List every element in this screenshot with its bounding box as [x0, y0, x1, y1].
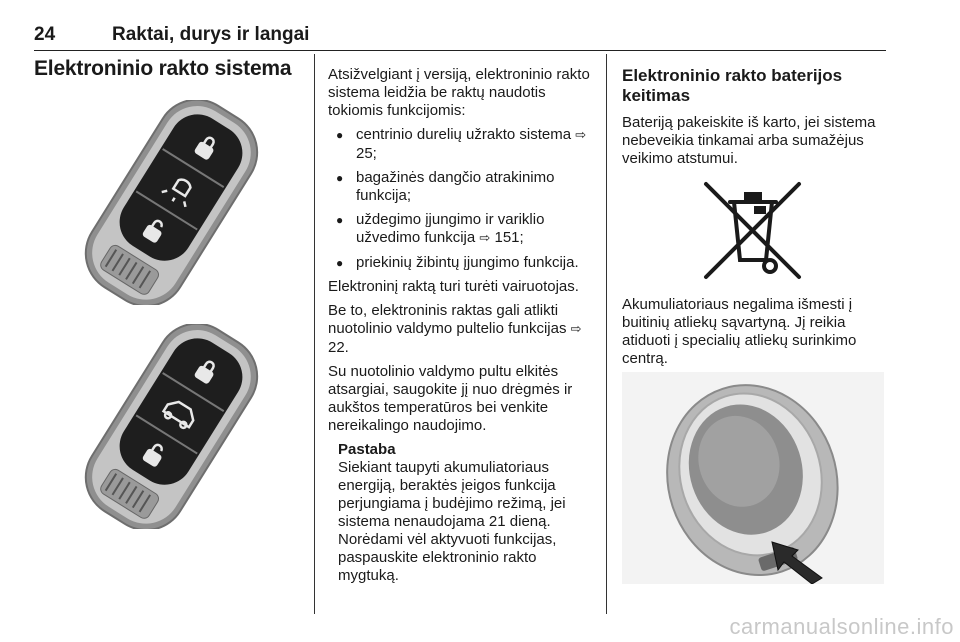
note-box: [328, 441, 596, 585]
section-heading-key-system: Elektroninio rakto sistema: [34, 57, 292, 80]
page-number: 24: [34, 24, 56, 45]
intro-paragraph: Atsižvelgiant į versiją, elektroninio rakto sistema leidžia be raktų naudotis tokiomis funkcijomis:: [328, 66, 590, 119]
list-item: [328, 126, 596, 163]
page-ref-arrow-icon: ⇨: [479, 231, 491, 246]
battery-cover-arrow-icon: [622, 372, 884, 584]
list-item: [328, 211, 596, 248]
care-paragraph: Su nuotolinio valdymo pultu elkitės atsargiai, saugokite jį nuo drėgmės ir aukštos temperatūros bei venkite nereikalingo naudojimo.: [328, 363, 573, 434]
column-middle: [328, 56, 596, 591]
section-heading-battery: Elektroninio rakto baterijos keitimas: [622, 66, 843, 105]
page-header: [34, 22, 886, 51]
column-divider-2: [606, 54, 607, 614]
list-item: [328, 254, 596, 272]
crossed-out-bin-icon: [700, 178, 805, 283]
page-ref: 22.: [328, 339, 349, 356]
list-item-text: bagažinės dangčio atrakinimo funkcija;: [356, 169, 555, 204]
list-item: [328, 169, 596, 205]
driver-key-paragraph: Elektroninį raktą turi turėti vairuotojas.: [328, 278, 579, 295]
list-item-text: uždegimo įjungimo ir variklio užvedimo funkcija: [356, 211, 545, 246]
list-item-text: centrinio durelių užrakto sistema: [356, 126, 572, 143]
page-ref: 25;: [356, 145, 377, 162]
battery-replace-paragraph: Bateriją pakeiskite iš karto, jei sistema nebeveikia tinkamai arba sumažėjus veikimo atstumui.: [622, 114, 876, 167]
page-ref: 151;: [494, 229, 524, 246]
remote-function-text: Be to, elektroninis raktas gali atlikti nuotolinio valdymo pultelio funkcijas: [328, 302, 567, 337]
column-left: [34, 56, 306, 82]
column-right-lower: [622, 296, 890, 374]
function-list: [328, 126, 596, 272]
key-fob-tailgate-icon: [62, 324, 282, 529]
page-ref-arrow-icon: ⇨: [575, 128, 587, 143]
disposal-paragraph: Akumuliatoriaus negalima išmesti į buitinių atliekų sąvartyną. Jį reikia atiduoti į specialių atliekų surinkimo centrą.: [622, 296, 857, 367]
chapter-title: Raktai, durys ir langai: [112, 24, 310, 45]
page-ref-arrow-icon: ⇨: [570, 322, 582, 337]
watermark: carmanualsonline.info: [729, 614, 954, 639]
column-right: [622, 56, 890, 174]
note-title: Pastaba: [338, 441, 396, 458]
note-body: Siekiant taupyti akumuliatoriaus energiją, beraktės įeigos funkcija perjungiama į budėjimo režimą, jei sistema nenaudojama 21 dieną. Norėdami vėl aktyvuoti funkcijas, paspauskite elektroninio rakto mygtuką.: [338, 459, 566, 584]
list-item-text: priekinių žibintų įjungimo funkcija.: [356, 254, 579, 271]
remote-function-paragraph: [328, 302, 596, 357]
column-divider-1: [314, 54, 315, 614]
key-fob-headlight-icon: [62, 100, 282, 305]
